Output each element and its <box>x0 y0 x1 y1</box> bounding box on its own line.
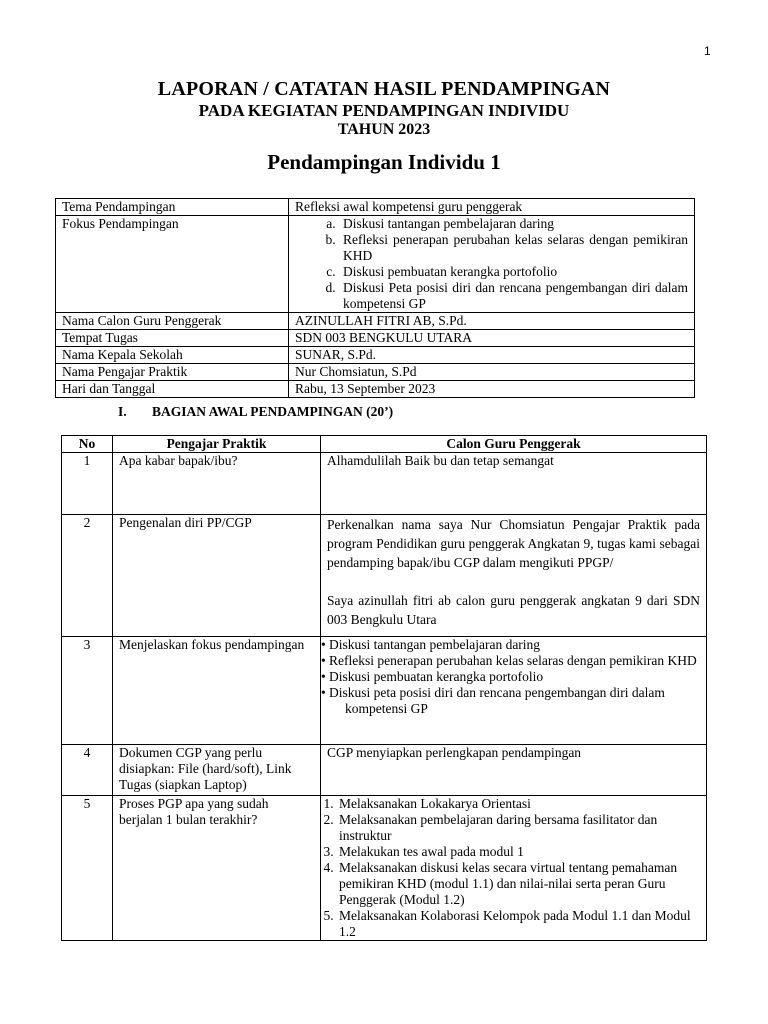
row-number: 4 <box>62 745 113 796</box>
row-number: 5 <box>62 796 113 941</box>
row-cgp <box>321 637 707 745</box>
list-item: 3. Melakukan tes awal pada modul 1 <box>337 844 700 860</box>
row-cgp: Alhamdulilah Baik bu dan tetap semangat <box>321 453 707 515</box>
report-title: LAPORAN / CATATAN HASIL PENDAMPINGAN <box>157 78 611 100</box>
bullet-icon: • <box>321 669 326 684</box>
info-row-cgp <box>56 313 695 330</box>
info-value: SDN 003 BENGKULU UTARA <box>289 330 695 347</box>
section-number: I. <box>118 404 127 419</box>
report-subtitle: PADA KEGIATAN PENDAMPINGAN INDIVIDU <box>198 101 570 120</box>
table-row <box>62 515 707 637</box>
list-item: • Diskusi peta posisi diri dan rencana pengembangan diri dalam kompetensi GP <box>321 685 665 716</box>
row-cgp <box>321 796 707 941</box>
list-item: • Refleksi penerapan perubahan kelas selaras dengan pemikiran KHD <box>321 653 697 668</box>
info-label: Nama Pengajar Praktik <box>56 364 289 381</box>
list-item: 4. Melaksanakan diskusi kelas secara virtual tentang pemahaman pemikiran KHD (modul 1.1) dan nilai-nilai serta peran Guru Penggerak (Modul 1.2) <box>337 860 700 908</box>
row-number: 1 <box>62 453 113 515</box>
info-value: Rabu, 13 September 2023 <box>289 381 695 398</box>
info-label: Fokus Pendampingan <box>56 216 289 313</box>
info-value: Nur Chomsiatun, S.Pd <box>289 364 695 381</box>
info-value: SUNAR, S.Pd. <box>289 347 695 364</box>
info-row-pp <box>56 364 695 381</box>
table-row <box>62 796 707 941</box>
activity-table <box>61 435 707 941</box>
row-pp: Apa kabar bapak/ibu? <box>113 453 321 515</box>
table-row <box>62 745 707 796</box>
row-number: 2 <box>62 515 113 637</box>
process-list <box>321 796 700 940</box>
report-year: TAHUN 2023 <box>337 121 431 138</box>
table-row <box>62 453 707 515</box>
table-row <box>62 637 707 745</box>
list-item: 1. Melaksanakan Lokakarya Orientasi <box>337 796 700 812</box>
info-label: Hari dan Tanggal <box>56 381 289 398</box>
table-header-row <box>62 436 707 453</box>
list-item: 5. Melaksanakan Kolaborasi Kelompok pada Modul 1.1 dan Modul 1.2 <box>337 908 700 940</box>
info-table <box>55 198 695 398</box>
row-number: 3 <box>62 637 113 745</box>
info-value <box>289 216 695 313</box>
fokus-item: c. Diskusi pembuatan kerangka portofolio <box>339 264 688 280</box>
col-header-pp: Pengajar Praktik <box>113 436 321 453</box>
fokus-item: a. Diskusi tantangan pembelajaran daring <box>339 216 688 232</box>
cgp-paragraph: Perkenalkan nama saya Nur Chomsiatun Pengajar Praktik pada program Pendidikan guru penggerak Angkatan 9, tugas kami sebagai pendamping bapak/ibu CGP dalam mengikuti PPGP/ <box>327 517 700 570</box>
info-row-hari <box>56 381 695 398</box>
row-cgp <box>321 515 707 637</box>
info-label: Nama Calon Guru Penggerak <box>56 313 289 330</box>
fokus-item: d. Diskusi Peta posisi diri dan rencana pengembangan diri dalam kompetensi GP <box>339 280 688 312</box>
row-cgp: CGP menyiapkan perlengkapan pendampingan <box>321 745 707 796</box>
info-label: Tema Pendampingan <box>56 199 289 216</box>
info-label: Tempat Tugas <box>56 330 289 347</box>
info-label: Nama Kepala Sekolah <box>56 347 289 364</box>
row-pp: Dokumen CGP yang perlu disiapkan: File (hard/soft), Link Tugas (siapkan Laptop) <box>113 745 321 796</box>
row-pp: Menjelaskan fokus pendampingan <box>113 637 321 745</box>
col-header-cgp: Calon Guru Penggerak <box>321 436 707 453</box>
fokus-list <box>295 216 688 312</box>
bullet-icon: • <box>321 637 326 652</box>
row-pp: Pengenalan diri PP/CGP <box>113 515 321 637</box>
info-row-tempat <box>56 330 695 347</box>
info-row-fokus <box>56 216 695 313</box>
row-pp: Proses PGP apa yang sudah berjalan 1 bulan terakhir? <box>113 796 321 941</box>
info-row-kepsek <box>56 347 695 364</box>
bullet-icon: • <box>321 653 326 668</box>
section-title: BAGIAN AWAL PENDAMPINGAN (20’) <box>152 404 394 419</box>
list-item: • Diskusi tantangan pembelajaran daring <box>321 637 541 652</box>
col-header-no: No <box>62 436 113 453</box>
list-item: 2. Melaksanakan pembelajaran daring bersama fasilitator dan instruktur <box>337 812 700 844</box>
fokus-item: b. Refleksi penerapan perubahan kelas selaras dengan pemikiran KHD <box>339 232 688 264</box>
focus-bullet-list <box>321 637 700 717</box>
info-row-tema <box>56 199 695 216</box>
cgp-paragraph: Saya azinullah fitri ab calon guru penggerak angkatan 9 dari SDN 003 Bengkulu Utara <box>327 593 700 627</box>
bullet-icon: • <box>321 685 326 700</box>
list-item: • Diskusi pembuatan kerangka portofolio <box>321 669 544 684</box>
page-number: 1 <box>704 44 711 58</box>
info-value: AZINULLAH FITRI AB, S.Pd. <box>289 313 695 330</box>
report-heading: Pendampingan Individu 1 <box>267 150 501 174</box>
info-value: Refleksi awal kompetensi guru penggerak <box>289 199 695 216</box>
